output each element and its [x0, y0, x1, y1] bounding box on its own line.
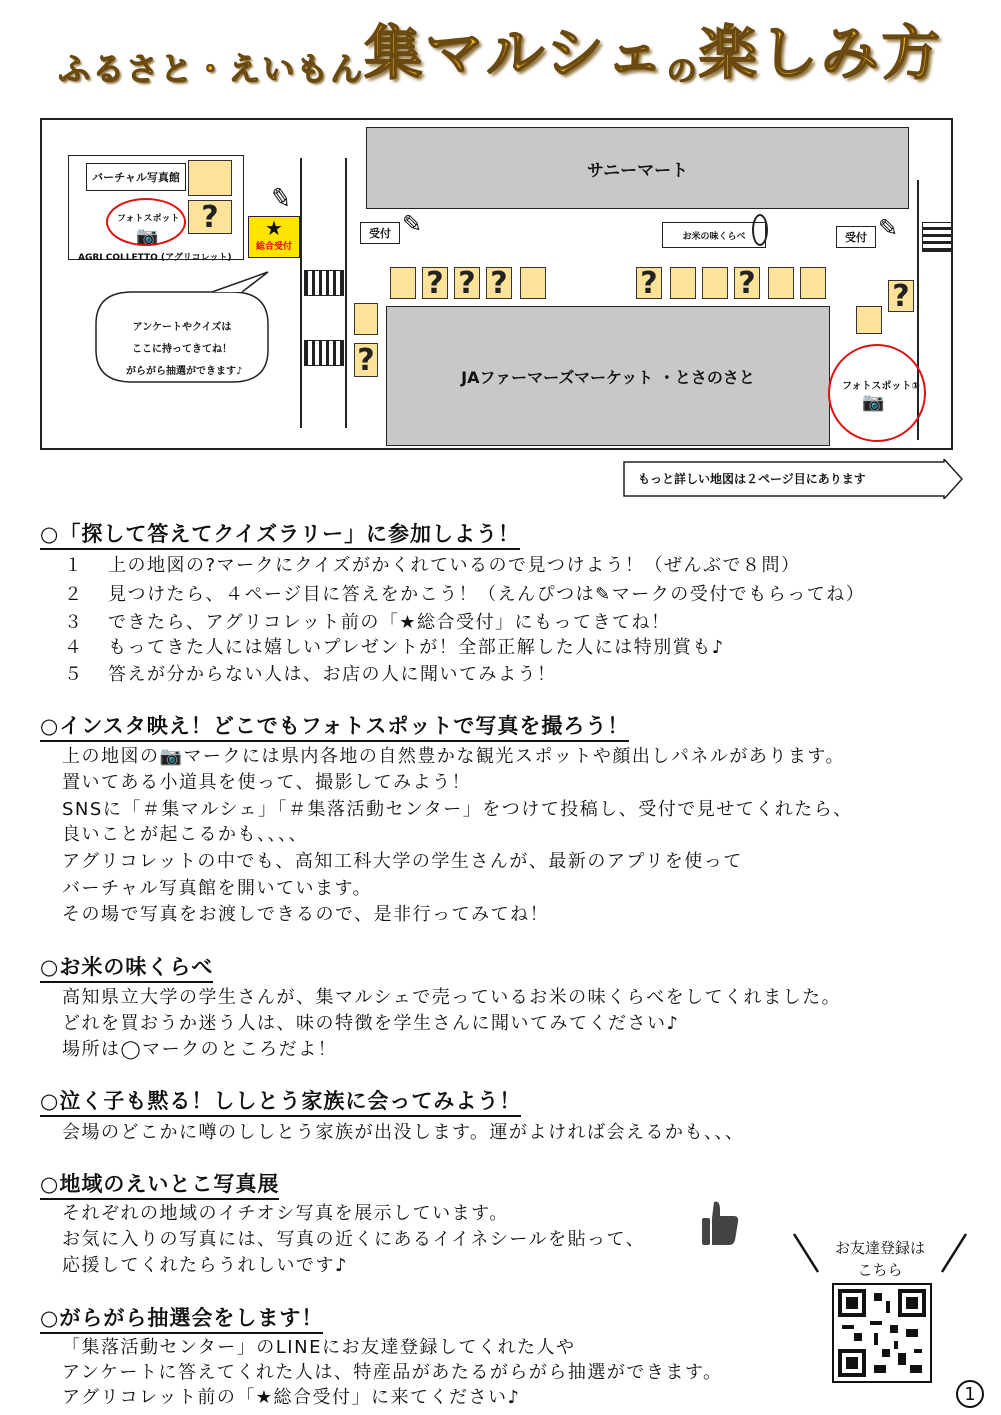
question-mark-icon: ?	[458, 265, 476, 301]
balloon-text	[126, 317, 243, 383]
thumbs-up-icon	[700, 1198, 740, 1248]
stall	[768, 267, 794, 299]
title-tail: 楽しみ方	[698, 19, 943, 87]
balloon-line: アンケートやクイズは	[132, 322, 232, 333]
sunny-mart-building	[366, 127, 909, 209]
question-mark-icon: ?	[426, 265, 444, 301]
road-line	[300, 158, 302, 428]
insta-line: アグリコレットの中でも、高知工科大学の学生さんが、最新のアプリを使って	[62, 851, 743, 872]
reception-box	[836, 226, 876, 248]
camera-icon: 📷	[136, 226, 159, 247]
quiz-stall	[636, 267, 662, 299]
friend-register-label	[820, 1237, 940, 1281]
item-number: ４	[64, 637, 84, 658]
title-particle: の	[666, 54, 699, 89]
photo-exhibit-line: お気に入りの写真には、写真の近くにあるイイネシールを貼って、	[62, 1229, 646, 1250]
item-number: ３	[64, 612, 84, 633]
more-map-note: もっと詳しい地図は２ページ目にあります	[638, 472, 866, 486]
item-number: ５	[64, 664, 84, 685]
rice-tasting-label: お米の味くらべ	[682, 231, 746, 242]
rice-heading: ○お米の味くらべ	[40, 951, 213, 983]
quiz-item	[64, 608, 671, 634]
stall	[188, 160, 232, 196]
question-mark-icon: ?	[201, 199, 219, 235]
crosswalk	[304, 340, 344, 366]
crosswalk	[304, 270, 344, 296]
quiz-stall	[734, 267, 760, 299]
main-reception	[248, 216, 300, 258]
rice-line: 高知県立大学の学生さんが、集マルシェで売っているお米の味くらべをしてくれました。	[62, 987, 842, 1008]
reception-label: 受付	[369, 227, 391, 240]
balloon-line: がらがら抽選ができます♪	[126, 366, 243, 377]
item-text: 上の地図の?マークにクイズがかくれているので見つけよう！（ぜんぶで８問）	[108, 555, 801, 576]
rice-tasting-box	[662, 222, 766, 248]
star-icon: ★	[265, 216, 283, 240]
ja-market-label: JAファーマーズマーケット ・とさのさと	[461, 367, 755, 387]
quiz-item	[64, 580, 865, 606]
shishito-heading: ○泣く子も黙る！ししとう家族に会ってみよう！	[40, 1085, 521, 1117]
friend-line: こちら	[857, 1261, 903, 1279]
item-number: １	[64, 555, 84, 576]
sunny-mart-label: サニーマート	[586, 160, 689, 181]
ja-market-building	[386, 306, 830, 446]
insta-line: 良いことが起こるかも、、、、	[62, 824, 308, 845]
photospot1-label: フォトスポット①	[842, 381, 920, 392]
quiz-item	[64, 633, 725, 659]
item-text: 答えが分からない人は、お店の人に聞いてみよう！	[108, 664, 557, 685]
camera-icon: 📷	[862, 392, 885, 413]
quiz-heading: ○「探して答えてクイズラリー」に参加しよう！	[40, 518, 520, 550]
question-mark-icon: ?	[738, 265, 756, 301]
agri-colletto-label: AGRI COLLETTO (アグリコレット)	[78, 253, 232, 263]
lottery-line: アンケートに答えてくれた人は、特産品があたるがらがら抽選ができます。	[62, 1362, 723, 1383]
question-mark-icon: ?	[357, 342, 375, 378]
rice-line: 場所は◯マークのところだよ！	[62, 1039, 338, 1060]
insta-heading: ○インスタ映え！どこでもフォトスポットで写真を撮ろう！	[40, 710, 629, 742]
lottery-line: アグリコレット前の「★総合受付」に来てください♪	[62, 1387, 521, 1408]
stall	[670, 267, 696, 299]
pencil-icon: ✎	[402, 210, 423, 238]
insta-line: その場で写真をお渡しできるので、是非行ってみてね！	[62, 904, 550, 925]
question-mark-icon: ?	[892, 278, 910, 314]
title-main: 集マルシェ	[364, 19, 667, 87]
shishito-line: 会場のどこかに噂のししとう家族が出没します。運がよければ会えるかも、、、	[62, 1122, 745, 1143]
quiz-stall	[888, 280, 914, 312]
quiz-stall	[422, 267, 448, 299]
reception-label: 受付	[845, 231, 867, 244]
stall	[354, 303, 378, 335]
quiz-stall	[188, 200, 232, 234]
friend-line: お友達登録は	[834, 1239, 925, 1257]
quiz-item	[64, 551, 800, 577]
page-number: 1	[956, 1380, 984, 1408]
lottery-line: 「集落活動センター」のLINEにお友達登録してくれた人や	[62, 1337, 576, 1358]
road-line	[345, 158, 347, 428]
quiz-stall	[354, 343, 378, 377]
rice-mark-icon	[752, 214, 768, 246]
photospot-label: フォトスポット	[117, 214, 180, 224]
rice-line: どれを買おうか迷う人は、味の特徴を学生さんに聞いてみてください♪	[62, 1013, 680, 1034]
reception-box	[360, 222, 400, 244]
title-prefix: ふるさと・えいもん	[58, 50, 365, 88]
insta-line: 置いてある小道具を使って、撮影してみよう！	[62, 772, 472, 793]
photo-exhibit-line: それぞれの地域のイチオシ写真を展示しています。	[62, 1203, 509, 1224]
virtual-studio-box	[86, 163, 186, 191]
balloon-line: ここに持ってきてね！	[132, 344, 232, 355]
question-mark-icon: ?	[490, 265, 508, 301]
stall	[390, 267, 416, 299]
quiz-stall	[454, 267, 480, 299]
crosswalk	[922, 222, 952, 252]
photo-exhibit-heading: ○地域のえいとこ写真展	[40, 1168, 279, 1200]
item-text: 見つけたら、４ページ目に答えをかこう！（えんぴつは✎マークの受付でもらってね）	[108, 584, 866, 605]
item-number: ２	[64, 584, 84, 605]
pencil-icon: ✎	[878, 214, 899, 242]
pencil-icon: ✎	[267, 182, 295, 216]
main-reception-label: 総合受付	[255, 242, 292, 252]
quiz-item	[64, 660, 557, 686]
stall	[702, 267, 728, 299]
question-mark-icon: ?	[640, 265, 658, 301]
insta-line: バーチャル写真館を開いています。	[62, 878, 373, 899]
photo-exhibit-line: 応援してくれたらうれしいです♪	[62, 1255, 348, 1276]
qr-code[interactable]	[832, 1283, 932, 1383]
page-title	[0, 6, 1001, 89]
lottery-heading: ○がらがら抽選会をします！	[40, 1302, 323, 1334]
stall	[856, 306, 882, 334]
stall	[520, 267, 546, 299]
quiz-stall	[486, 267, 512, 299]
virtual-studio-label: バーチャル写真館	[92, 171, 180, 184]
item-text: できたら、アグリコレット前の「★総合受付」にもってきてね！	[108, 612, 671, 633]
insta-line: 上の地図の📷マークには県内各地の自然豊かな観光スポットや顔出しパネルがあります。	[62, 746, 845, 767]
insta-line: SNSに「＃集マルシェ」「＃集落活動センター」をつけて投稿し、受付で見せてくれたら、	[62, 799, 853, 820]
stall	[800, 267, 826, 299]
item-text: もってきた人には嬉しいプレゼントが！全部正解した人には特別賞も♪	[108, 637, 725, 658]
photospot-circle	[106, 198, 186, 246]
